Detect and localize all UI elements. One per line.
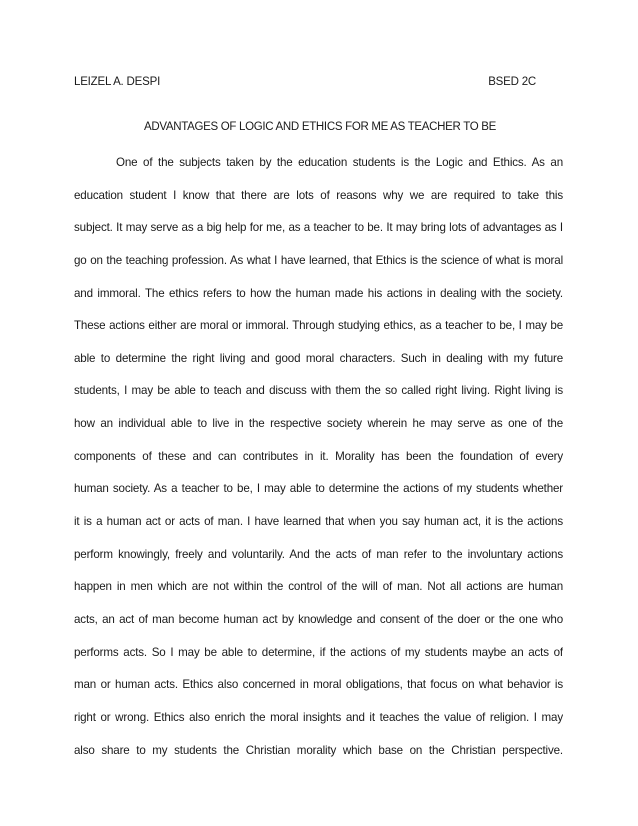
body-line: it is a human act or acts of man. I have learned that when you say human act, it is the actions <box>74 515 563 529</box>
body-line: education student I know that there are lots of reasons why we are required to take this <box>74 188 563 202</box>
body-line: human society. As a teacher to be, I may able to determine the actions of my students whether <box>74 482 563 496</box>
essay-body <box>74 153 563 773</box>
body-line: These actions either are moral or immoral. Through studying ethics, as a teacher to be, I may be <box>74 319 563 333</box>
body-line: students, I may be able to teach and discuss with them the so called right living. Right living is <box>74 384 563 398</box>
class-section: BSED 2C <box>488 76 536 88</box>
body-line: how an individual able to live in the respective society wherein he may serve as one of the <box>74 417 563 431</box>
body-line: happen in men which are not within the control of the will of man. Not all actions are human <box>74 580 563 594</box>
body-line: able to determine the right living and good moral characters. Such in dealing with my future <box>74 351 563 365</box>
body-line: and immoral. The ethics refers to how the human made his actions in dealing with the society. <box>74 286 563 300</box>
body-line: One of the subjects taken by the education students is the Logic and Ethics. As an <box>116 156 563 169</box>
body-line: right or wrong. Ethics also enrich the moral insights and it teaches the value of religion. I may <box>74 710 563 724</box>
body-line: perform knowingly, freely and voluntarily. And the acts of man refer to the involuntary actions <box>74 547 563 561</box>
body-line: components of these and can contributes in it. Morality has been the foundation of every <box>74 449 563 463</box>
body-line: performs acts. So I may be able to determine, if the actions of my students maybe an acts of <box>74 645 563 659</box>
essay-title: ADVANTAGES OF LOGIC AND ETHICS FOR ME AS TEACHER TO BE <box>143 121 497 133</box>
body-line: man or human acts. Ethics also concerned in moral obligations, that focus on what behavior is <box>74 678 563 692</box>
body-line: subject. It may serve as a big help for me, as a teacher to be. It may bring lots of advantages as I <box>74 221 563 235</box>
body-line: acts, an act of man become human act by knowledge and consent of the doer or the one who <box>74 612 563 626</box>
author-name: LEIZEL A. DESPI <box>74 76 161 88</box>
body-line: also share to my students the Christian morality which base on the Christian perspective. <box>74 743 563 757</box>
body-line: go on the teaching profession. As what I have learned, that Ethics is the science of what is moral <box>74 253 563 267</box>
document-header <box>74 76 536 96</box>
